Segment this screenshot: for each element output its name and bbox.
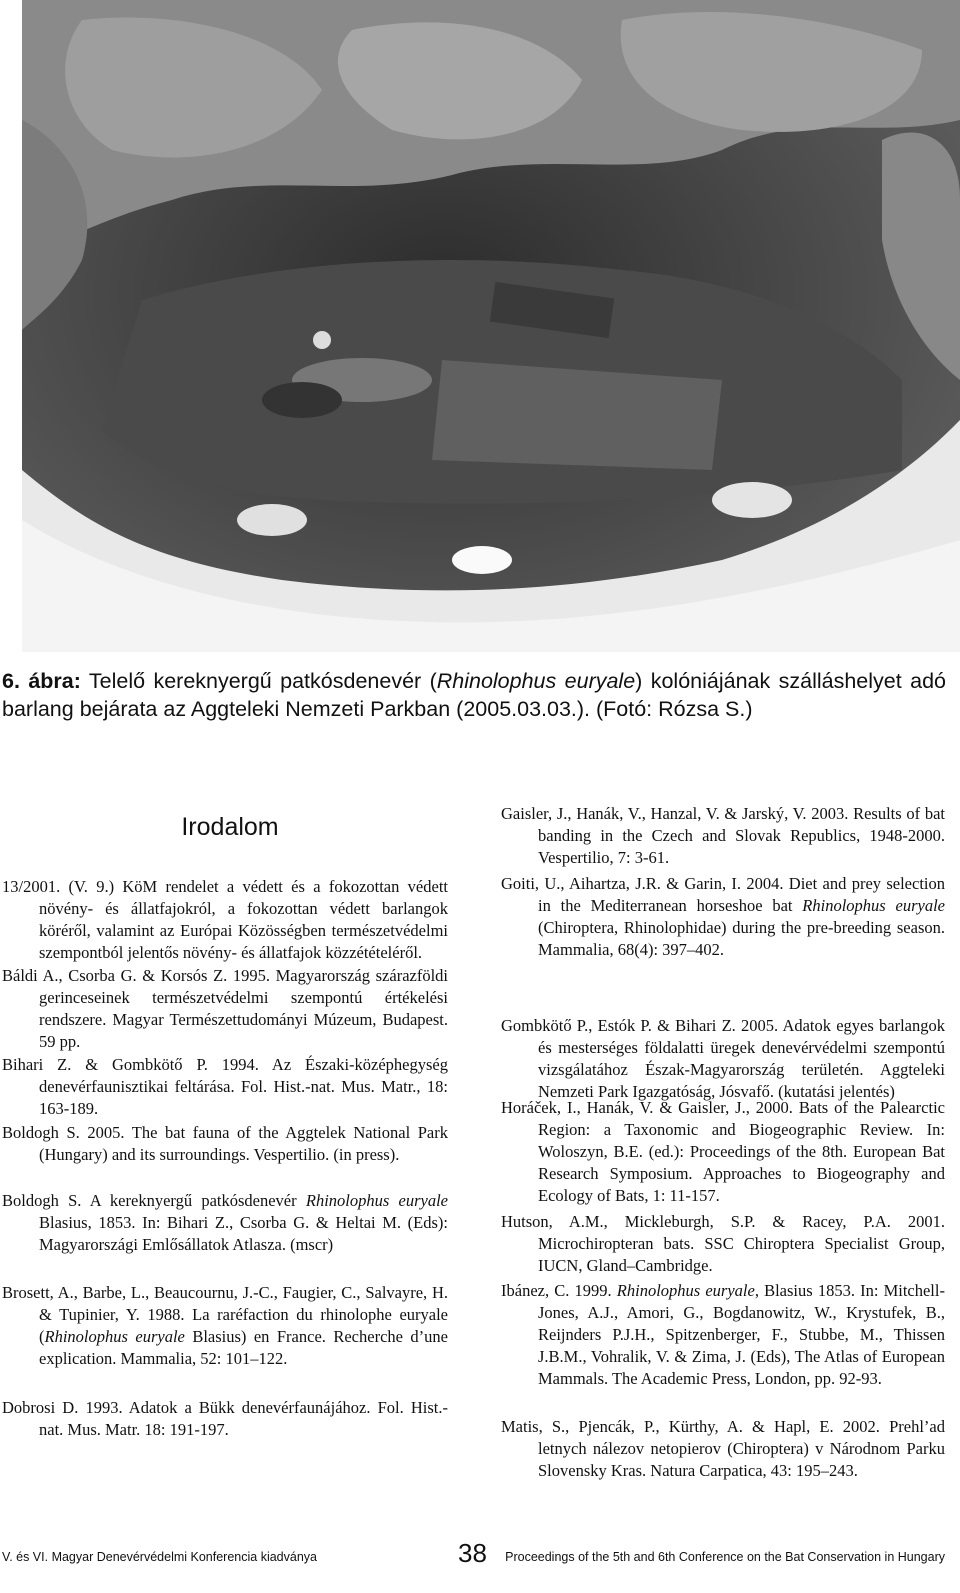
figure-caption-text-2: ) kolóniájának szálláshelyet adó barlang bejárata az Aggteleki Nemzeti Parkban (2005.03.03.). (Fotó: Rózsa S.) [2,669,946,721]
species-name: Rhinolophus euryale [802,896,945,915]
reference-text: Boldogh S. 2005. The bat fauna of the Aggtelek National Park (Hungary) and its surroundings. Vespertilio. (in press). [2,1123,448,1164]
reference-text: Blasius, 1853. In: Bihari Z., Csorba G. & Heltai M. (Eds): Magyarországi Emlősállatok Atlasza. (mscr) [39,1213,448,1254]
reference-entry-right [501,1280,945,1390]
reference-entry-left [2,1054,448,1120]
reference-text: (Chiroptera, Rhinolophidae) during the pre-breeding season. Mammalia, 68(4): 397–402. [538,918,945,959]
reference-entry-right [501,873,945,961]
reference-entry-right [501,1015,945,1103]
reference-text: Hutson, A.M., Mickleburgh, S.P. & Racey, P.A. 2001. Microchiropteran bats. SSC Chiroptera Specialist Group, IUCN, Gland–Cambridge. [501,1212,945,1275]
species-name: Rhinolophus euryale [44,1327,185,1346]
reference-entry-left [2,876,448,964]
reference-text: Goiti, U., Aihartza, J.R. & Garin, I. 2004. Diet and prey selection in the Mediterranean horseshoe bat [501,874,945,915]
reference-text: Bihari Z. & Gombkötő P. 1994. Az Északi-középhegység denevérfaunisztikai feltárása. Fol. Hist.-nat. Mus. Matr., 18: 163-189. [2,1055,448,1118]
reference-entry-left [2,965,448,1053]
reference-entry-left [2,1190,448,1256]
reference-text: , Blasius 1853. In: Mitchell-Jones, A.J., Amori, G., Bogdanowitz, W., Krystufek, B., Reijnders P.J.H., Spitzenberger, F., Stubbe, M., Thissen J.B.M., Vohralik, V. & Zima, J. (Eds), The Atlas of European Mammals. The Academic Press, London, pp. 92-93. [538,1281,945,1388]
footer-right-text: Proceedings of the 5th and 6th Conference on the Bat Conservation in Hungary [505,1550,945,1564]
reference-text: Dobrosi D. 1993. Adatok a Bükk denevérfaunájához. Fol. Hist.-nat. Mus. Matr. 18: 191-197. [2,1398,448,1439]
section-heading: Irodalom [181,813,279,841]
species-name: Rhinolophus euryale [616,1281,755,1300]
reference-text: Blasius) en France. Recherche d’une explication. Mammalia, 52: 101–122. [39,1327,448,1368]
page-footer [0,1538,960,1578]
reference-entry-left [2,1122,448,1166]
page-number: 38 [458,1538,487,1568]
reference-text: Báldi A., Csorba G. & Korsós Z. 1995. Magyarország szárazföldi gerinceseinek természetvédelmi szempontú értékelési rendszere. Magyar Természettudományi Múzeum, Budapest. 59 pp. [2,966,448,1051]
reference-text: Gaisler, J., Hanák, V., Hanzal, V. & Jarský, V. 2003. Results of bat banding in the Czech and Slovak Republics, 1948-2000. Vespertilio, 7: 3-61. [501,804,945,867]
reference-text: Horáček, I., Hanák, V. & Gaisler, J., 2000. Bats of the Palearctic Region: a Taxonomic and Biogeographic Review. In: Woloszyn, B.E. (ed.): Proceedings of the 8th. European Bat Research Symposium. Approaches to Biogeography and Ecology of Bats, 1: 11-157. [501,1098,945,1205]
reference-entry-right [501,1097,945,1207]
figure-caption-text-1: Telelő kereknyergű patkósdenevér ( [80,669,437,693]
reference-text: Gombkötő P., Estók P. & Bihari Z. 2005. Adatok egyes barlangok és mesterséges földalatti üregek denevérvédelmi szempontú vizsgálatához Észak-Magyarország területén. Aggteleki Nemzeti Park Igazgatóság, Jósvafő. (kutatási jelentés) [501,1016,945,1101]
cave-photo-drawing [22,0,960,652]
reference-text: 13/2001. (V. 9.) KöM rendelet a védett és a fokozottan védett növény- és állatfajokról, a fokozottan védett barlangok köréről, valamint az Európai Közösségben természetvédelmi szempontból jelentős növény- és állatfajok közzétételéről. [2,877,448,962]
figure-caption-number: 6. ábra: [2,669,81,693]
reference-entry-left [2,1397,448,1441]
footer-left-text: V. és VI. Magyar Denevérvédelmi Konferencia kiadványa [2,1550,317,1564]
reference-entry-right [501,803,945,869]
reference-text: Brosett, A., Barbe, L., Beaucournu, J.-C., Faugier, C., Salvayre, H. & Tupinier, Y. 1988. La raréfaction du rhinolophe euryale ( [2,1283,448,1346]
reference-entry-right [501,1416,945,1482]
reference-text: Matis, S., Pjencák, P., Kürthy, A. & Hapl, E. 2002. Prehl’ad letnych nálezov netopierov (Chiroptera) v Národnom Parku Slovensky Kras. Natura Carpatica, 43: 195–243. [501,1417,945,1480]
figure-caption-species: Rhinolophus euryale [436,669,636,693]
cave-entrance-photo [22,0,960,652]
species-name: Rhinolophus euryale [305,1191,448,1210]
reference-text: Ibánez, C. 1999. [501,1281,617,1300]
reference-text: Boldogh S. A kereknyergű patkósdenevér [2,1191,306,1210]
reference-entry-right [501,1211,945,1277]
figure-caption [2,667,946,723]
reference-entry-left [2,1282,448,1370]
